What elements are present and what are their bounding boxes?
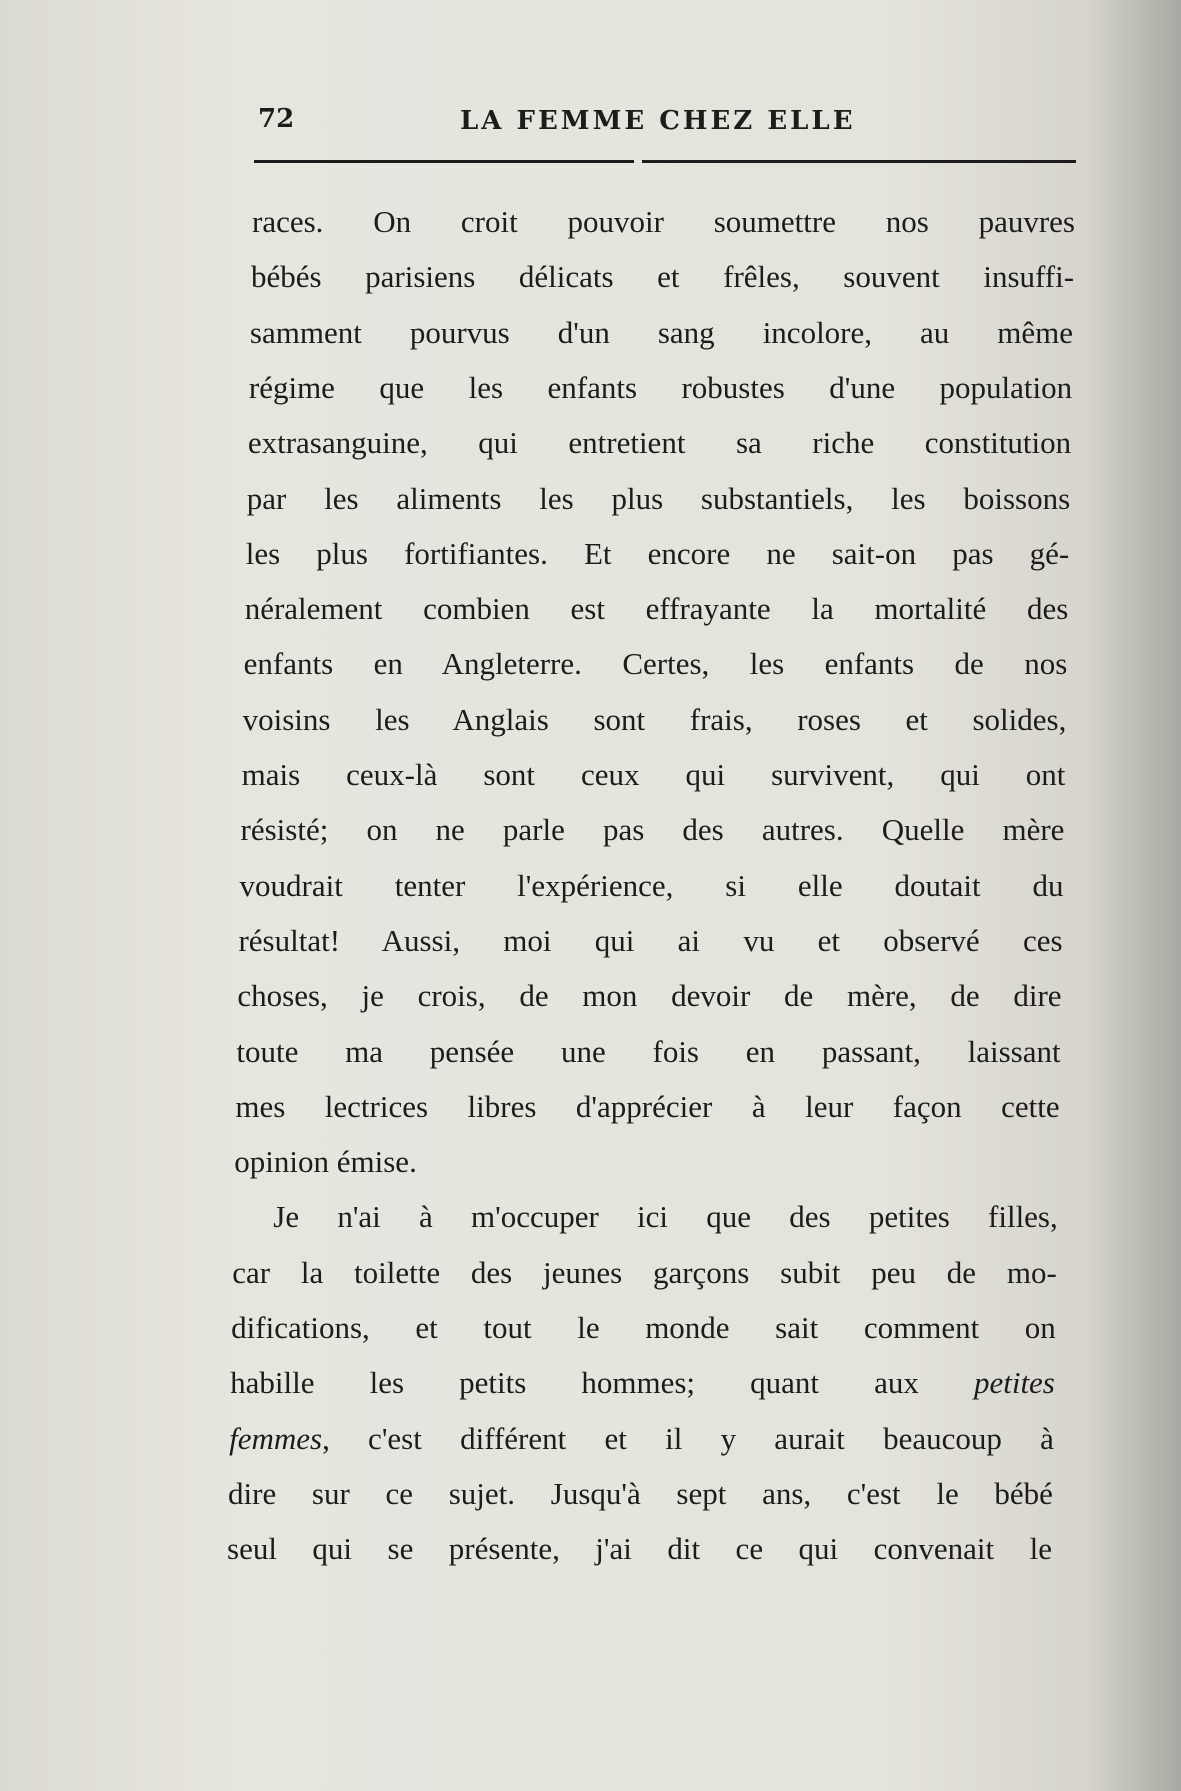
header-rule-left	[254, 160, 634, 163]
text-line: toute ma pensée une fois en passant, laissant	[236, 1033, 1061, 1069]
text-line: mes lectrices libres d'apprécier à leur façon cette	[235, 1088, 1060, 1124]
text-line: les plus fortifiantes. Et encore ne sait-on pas gé-	[245, 535, 1070, 571]
text-line: dire sur ce sujet. Jusqu'à sept ans, c'est le bébé	[228, 1475, 1053, 1511]
text-line: régime que les enfants robustes d'une population	[248, 369, 1073, 405]
text-line: opinion émise.	[234, 1144, 417, 1180]
text-line: résultat! Aussi, moi qui ai vu et observé ces	[238, 922, 1063, 958]
text-line: résisté; on ne parle pas des autres. Quelle mère	[240, 812, 1065, 848]
text-line: enfants en Angleterre. Certes, les enfants de nos	[243, 646, 1068, 682]
text-line: seul qui se présente, j'ai dit ce qui convenait le	[227, 1531, 1052, 1567]
text-line: femmes, c'est différent et il y aurait beaucoup à	[229, 1420, 1054, 1456]
text-line: choses, je crois, de mon devoir de mère, de dire	[237, 978, 1062, 1014]
text-line: par les aliments les plus substantiels, les boissons	[246, 480, 1071, 516]
text-line: néralement combien est effrayante la mortalité des	[244, 591, 1069, 627]
text-line: voisins les Anglais sont frais, roses et solides,	[242, 701, 1067, 737]
text-line: extrasanguine, qui entretient sa riche constitution	[247, 425, 1072, 461]
text-line: habille les petits hommes; quant aux petites	[230, 1365, 1055, 1401]
text-line: mais ceux-là sont ceux qui survivent, qui ont	[241, 757, 1066, 792]
text-line: difications, et tout le monde sait comment on	[231, 1310, 1056, 1345]
running-title: LA FEMME CHEZ ELLE	[460, 106, 856, 136]
text-line: samment pourvus d'un sang incolore, au même	[249, 314, 1074, 350]
text-line: Je n'ai à m'occuper ici que des petites filles,	[273, 1199, 1058, 1235]
text-line: car la toilette des jeunes garçons subit peu de mo-	[232, 1254, 1057, 1290]
page-number: 72	[258, 104, 295, 134]
text-line: bébés parisiens délicats et frêles, souvent insuffi-	[250, 259, 1075, 295]
header-rule-right	[642, 160, 1076, 163]
text-line: voudrait tenter l'expérience, si elle doutait du	[239, 867, 1064, 903]
text-line: races. On croit pouvoir soumettre nos pauvres	[252, 204, 1075, 239]
